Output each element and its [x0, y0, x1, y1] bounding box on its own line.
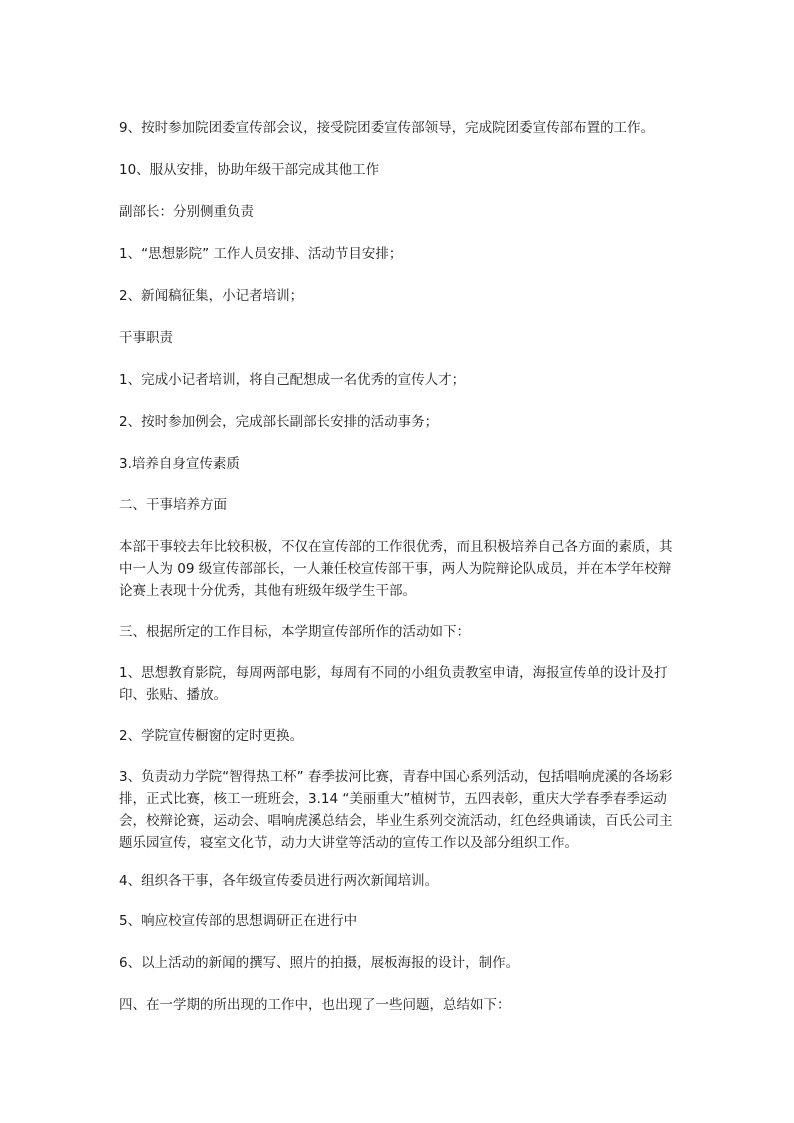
activity-item-2: 2、学院宣传橱窗的定时更换。 [119, 728, 304, 744]
duty-item-10: 10、服从安排，协助年级干部完成其他工作 [119, 162, 380, 178]
activity-item-6: 6、以上活动的新闻的撰写、照片的拍摄，展板海报的设计，制作。 [119, 955, 520, 971]
vice-minister-item-2: 2、新闻稿征集，小记者培训； [119, 288, 304, 304]
section-heading-4: 四、在一学期的所出现的工作中，也出现了一些问题，总结如下： [119, 997, 511, 1013]
vice-minister-heading: 副部长：分别侧重负责 [119, 204, 254, 220]
activity-item-3: 3、负责动力学院“智得热工杯” 春季拔河比赛，青春中国心系列活动，包括唱响虎溪的各场彩排，正式比赛，核工一班班会，3.14 “美丽重大”植树节，五四表彰，重庆大学春季春季运动会，校辩论赛，运动会、唱响虎溪总结会，毕业生系列交流活动，红色经典诵读，百氏公司主题乐园宣传，寝室文化节，动力大讲堂等活动的宣传工作以及部分组织工作。 [119, 769, 673, 851]
staff-training-paragraph: 本部干事较去年比较积极，不仅在宣传部的工作很优秀，而且积极培养自己各方面的素质，其中一人为 09 级宣传部部长，一人兼任校宣传部干事，两人为院辩论队成员，并在本学年校辩论赛上表现十分优秀，其他有班级年级学生干部。 [119, 539, 673, 599]
staff-duty-item-2: 2、按时参加例会，完成部长副部长安排的活动事务； [119, 414, 439, 430]
staff-duties-heading: 干事职责 [119, 330, 173, 346]
staff-duty-item-3: 3.培养自身宣传素质 [119, 456, 240, 472]
activity-item-5: 5、响应校宣传部的思想调研正在进行中 [119, 913, 358, 929]
duty-item-9: 9、按时参加院团委宣传部会议，接受院团委宣传部领导，完成院团委宣传部布置的工作。 [119, 120, 655, 136]
section-heading-2: 二、干事培养方面 [119, 497, 227, 513]
staff-duty-item-1: 1、完成小记者培训，将自己配想成一名优秀的宣传人才； [119, 372, 466, 388]
vice-minister-item-1: 1、“思想影院” 工作人员安排、活动节目安排； [119, 246, 403, 262]
activity-item-1: 1、思想教育影院，每周两部电影，每周有不同的小组负责教室申请，海报宣传单的设计及打印、张贴、播放。 [119, 665, 668, 703]
section-heading-3: 三、根据所定的工作目标，本学期宣传部所作的活动如下： [119, 624, 470, 640]
activity-item-4: 4、组织各干事，各年级宣传委员进行两次新闻培训。 [119, 873, 439, 889]
